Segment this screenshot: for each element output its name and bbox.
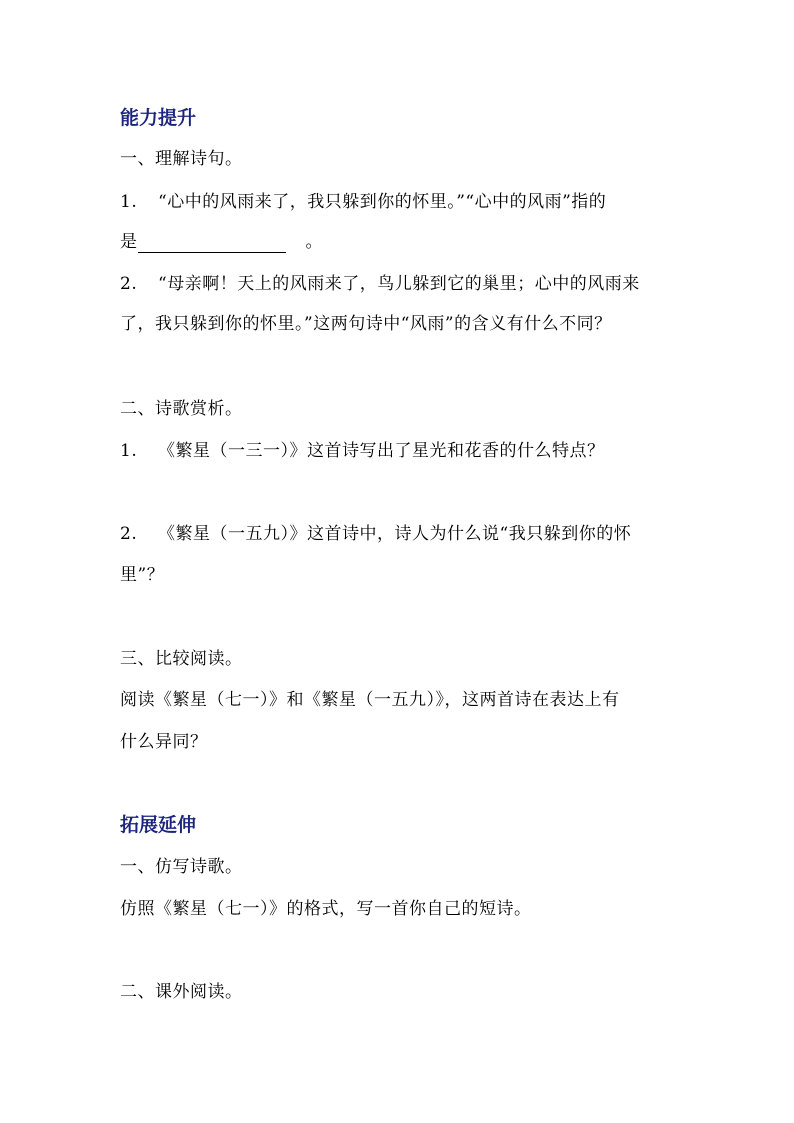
comparison-line-1: 阅读《繁星（七一）》和《繁星（一五九）》，这两首诗在表达上有 (120, 690, 620, 710)
item-text: “心中的风雨来了，我只躲到你的怀里。”“心中的风雨”指的 (158, 192, 607, 212)
section-title-extension: 拓展延伸 (120, 814, 197, 836)
comparison-line-2: 什么异同？ (120, 732, 208, 752)
question-heading-imitation: 一、仿写诗歌。 (120, 857, 243, 877)
appreciation-item-2-line-1 (120, 523, 680, 545)
appreciation-item-2-line-2: 里”？ (120, 565, 165, 585)
question-heading-extracurricular: 二、课外阅读。 (120, 982, 243, 1002)
item-number: 1. (120, 192, 138, 212)
question-heading-comparison: 三、比较阅读。 (120, 649, 243, 669)
imitation-line-1: 仿照《繁星（七一）》的格式，写一首你自己的短诗。 (120, 899, 532, 919)
question-heading-appreciation: 二、诗歌赏析。 (120, 399, 243, 419)
question-item-2-line-2: 了，我只躲到你的怀里。”这两句诗中“风雨”的含义有什么不同？ (120, 314, 612, 334)
section-title-ability: 能力提升 (120, 107, 197, 129)
item-text: 《繁星（一五九）》这首诗中，诗人为什么说“我只躲到你的怀 (158, 524, 632, 544)
answer-blank[interactable] (138, 234, 286, 253)
question-item-2-line-1 (120, 273, 680, 295)
question-heading-understand: 一、理解诗句。 (120, 149, 243, 169)
item-number: 1. (120, 441, 138, 461)
item-text-suffix: 。 (305, 232, 323, 252)
item-number: 2. (120, 274, 138, 294)
question-item-1-line-2 (120, 231, 680, 253)
appreciation-item-1 (120, 440, 680, 462)
item-text: “母亲啊！天上的风雨来了，鸟儿躲到它的巢里；心中的风雨来 (158, 274, 640, 294)
item-text: 《繁星（一三一）》这首诗写出了星光和花香的什么特点？ (158, 441, 605, 461)
item-number: 2. (120, 524, 138, 544)
question-item-1-line-1 (120, 191, 680, 213)
item-text-prefix: 是 (120, 232, 138, 252)
